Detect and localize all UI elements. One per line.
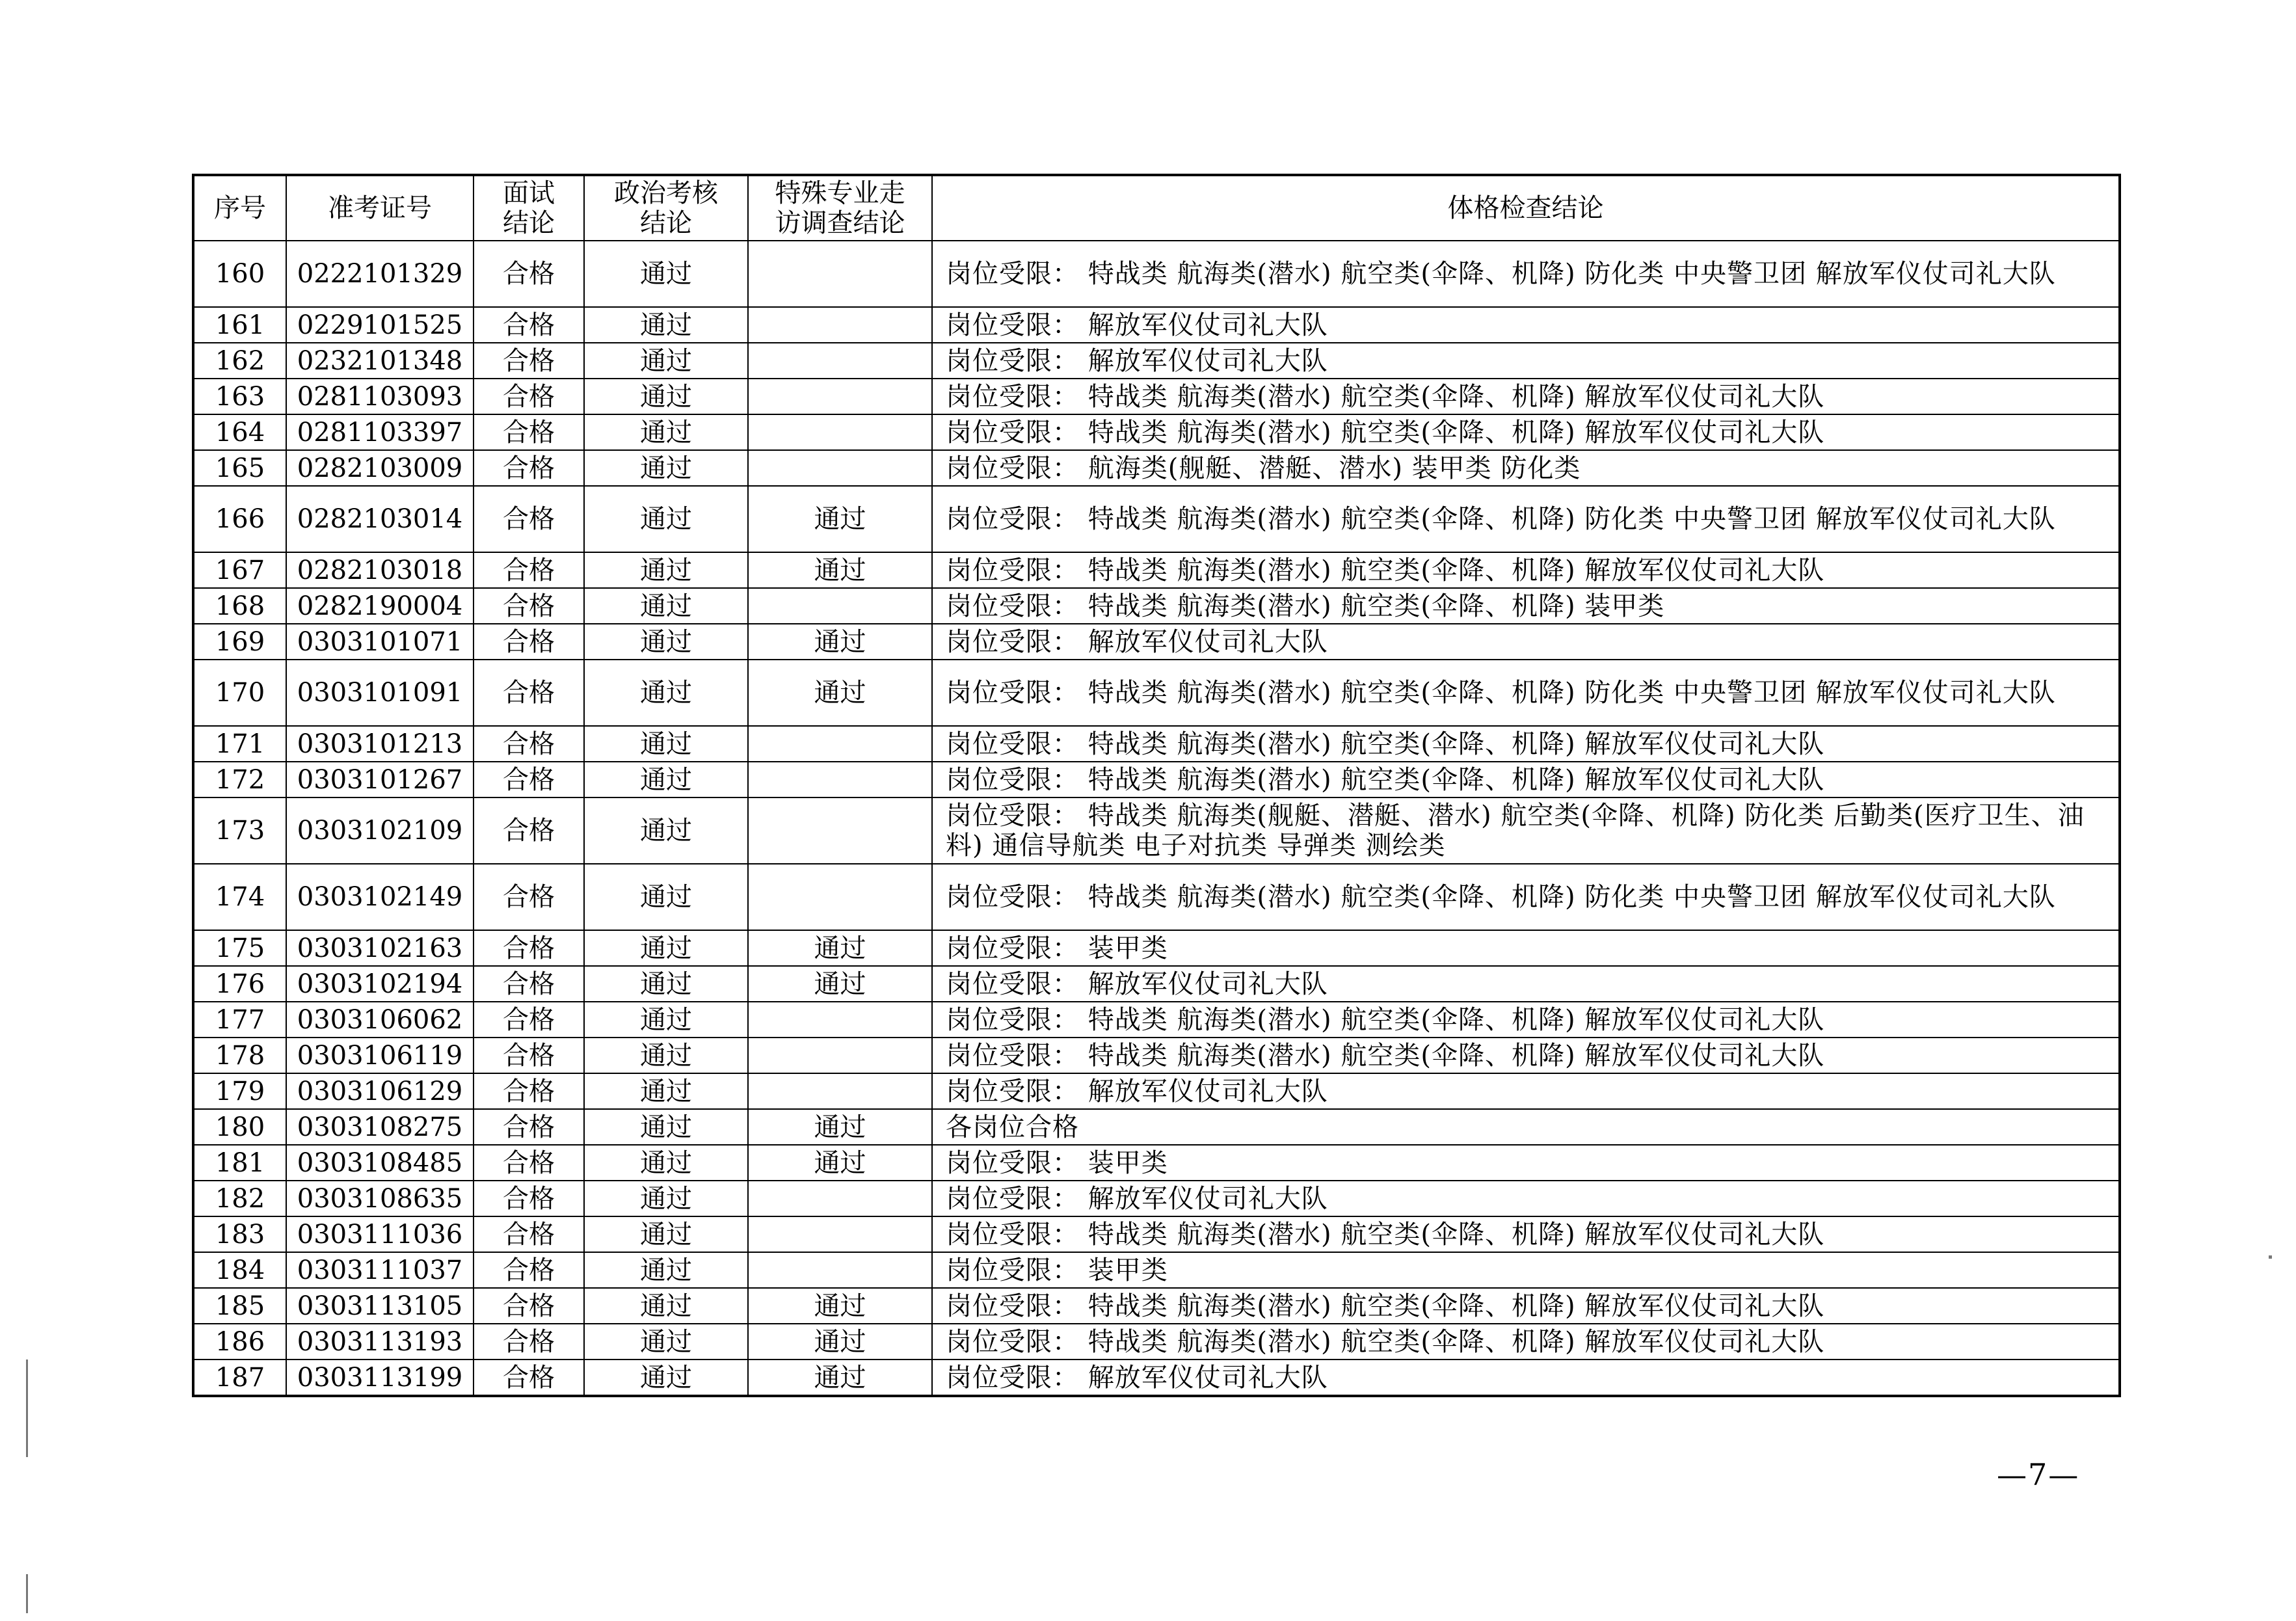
row-index-cell: 171: [193, 726, 286, 762]
political-result-cell: 通过: [584, 1252, 748, 1288]
table-row: [193, 343, 2120, 379]
interview-result-cell: 合格: [474, 552, 584, 588]
interview-result-cell: 合格: [474, 726, 584, 762]
special-result-cell: 通过: [748, 552, 932, 588]
special-result-cell: [748, 379, 932, 414]
physical-result-cell: 岗位受限： 特战类 航海类(潜水) 航空类(伞降、机降) 防化类 中央警卫团 解放军仪仗司礼大队: [932, 864, 2120, 930]
ticket-number-cell: 0303102149: [286, 864, 474, 930]
table-row: [193, 762, 2120, 797]
interview-result-cell: 合格: [474, 1038, 584, 1073]
special-result-cell: [748, 343, 932, 379]
special-result-cell: 通过: [748, 660, 932, 726]
physical-result-cell: 岗位受限： 特战类 航海类(潜水) 航空类(伞降、机降) 防化类 中央警卫团 解放军仪仗司礼大队: [932, 660, 2120, 726]
table-row: [193, 1324, 2120, 1360]
special-result-cell: 通过: [748, 966, 932, 1002]
table-row: [193, 660, 2120, 726]
ticket-number-cell: 0303101213: [286, 726, 474, 762]
row-index-cell: 166: [193, 486, 286, 552]
row-index-cell: 174: [193, 864, 286, 930]
header-interview-line2: 结论: [503, 208, 555, 238]
physical-result-cell: 岗位受限： 特战类 航海类(潜水) 航空类(伞降、机降) 解放军仪仗司礼大队: [932, 726, 2120, 762]
row-index-cell: 175: [193, 930, 286, 966]
physical-result-cell: 岗位受限： 特战类 航海类(潜水) 航空类(伞降、机降) 解放军仪仗司礼大队: [932, 414, 2120, 450]
table-header-row: [193, 175, 2120, 241]
interview-result-cell: 合格: [474, 588, 584, 624]
interview-result-cell: 合格: [474, 1324, 584, 1360]
row-index-cell: 184: [193, 1252, 286, 1288]
table-row: [193, 1360, 2120, 1396]
ticket-number-cell: 0303111037: [286, 1252, 474, 1288]
header-political-line2: 结论: [640, 208, 692, 238]
table-row: [193, 1288, 2120, 1324]
table-row: [193, 726, 2120, 762]
ticket-number-cell: 0303101071: [286, 624, 474, 660]
special-result-cell: [748, 1181, 932, 1216]
special-result-cell: 通过: [748, 930, 932, 966]
table-row: [193, 966, 2120, 1002]
interview-result-cell: 合格: [474, 1288, 584, 1324]
row-index-cell: 182: [193, 1181, 286, 1216]
table-row: [193, 414, 2120, 450]
table-row: [193, 379, 2120, 414]
page-number: —7—: [1997, 1457, 2080, 1492]
interview-result-cell: 合格: [474, 1216, 584, 1252]
political-result-cell: 通过: [584, 414, 748, 450]
special-result-cell: [748, 1002, 932, 1038]
physical-result-cell: 岗位受限： 航海类(舰艇、潜艇、潜水) 装甲类 防化类: [932, 450, 2120, 486]
physical-result-cell: 岗位受限： 解放军仪仗司礼大队: [932, 1181, 2120, 1216]
table-row: [193, 241, 2120, 307]
header-ticket-number: 准考证号: [286, 175, 474, 241]
ticket-number-cell: 0303106129: [286, 1073, 474, 1109]
physical-result-cell: 岗位受限： 装甲类: [932, 930, 2120, 966]
interview-result-cell: 合格: [474, 624, 584, 660]
political-result-cell: 通过: [584, 966, 748, 1002]
table-row: [193, 930, 2120, 966]
row-index-cell: 187: [193, 1360, 286, 1396]
political-result-cell: 通过: [584, 1002, 748, 1038]
special-result-cell: [748, 726, 932, 762]
political-result-cell: 通过: [584, 1145, 748, 1181]
special-result-cell: [748, 762, 932, 797]
special-result-cell: [748, 797, 932, 864]
special-result-cell: [748, 307, 932, 343]
table-row: [193, 486, 2120, 552]
row-index-cell: 185: [193, 1288, 286, 1324]
physical-result-cell: 岗位受限： 特战类 航海类(潜水) 航空类(伞降、机降) 装甲类: [932, 588, 2120, 624]
special-result-cell: [748, 588, 932, 624]
interview-result-cell: 合格: [474, 660, 584, 726]
physical-result-cell: 岗位受限： 特战类 航海类(潜水) 航空类(伞降、机降) 解放军仪仗司礼大队: [932, 762, 2120, 797]
political-result-cell: 通过: [584, 552, 748, 588]
header-index: 序号: [193, 175, 286, 241]
interview-result-cell: 合格: [474, 762, 584, 797]
interview-result-cell: 合格: [474, 1109, 584, 1145]
interview-result-cell: 合格: [474, 379, 584, 414]
ticket-number-cell: 0303102109: [286, 797, 474, 864]
ticket-number-cell: 0303102194: [286, 966, 474, 1002]
physical-result-cell: 岗位受限： 解放军仪仗司礼大队: [932, 343, 2120, 379]
row-index-cell: 164: [193, 414, 286, 450]
row-index-cell: 181: [193, 1145, 286, 1181]
interview-result-cell: 合格: [474, 1252, 584, 1288]
table-row: [193, 1073, 2120, 1109]
political-result-cell: 通过: [584, 1216, 748, 1252]
ticket-number-cell: 0282103018: [286, 552, 474, 588]
row-index-cell: 179: [193, 1073, 286, 1109]
header-special-result: [748, 175, 932, 241]
interview-result-cell: 合格: [474, 307, 584, 343]
header-interview-line1: 面试: [503, 178, 555, 208]
physical-result-cell: 岗位受限： 特战类 航海类(潜水) 航空类(伞降、机降) 解放军仪仗司礼大队: [932, 1288, 2120, 1324]
political-result-cell: 通过: [584, 1181, 748, 1216]
political-result-cell: 通过: [584, 343, 748, 379]
row-index-cell: 167: [193, 552, 286, 588]
physical-result-cell: 岗位受限： 特战类 航海类(潜水) 航空类(伞降、机降) 解放军仪仗司礼大队: [932, 379, 2120, 414]
physical-result-cell: 岗位受限： 特战类 航海类(潜水) 航空类(伞降、机降) 解放军仪仗司礼大队: [932, 552, 2120, 588]
interview-result-cell: 合格: [474, 797, 584, 864]
row-index-cell: 169: [193, 624, 286, 660]
row-index-cell: 177: [193, 1002, 286, 1038]
scan-edge-mark: [26, 1574, 28, 1613]
ticket-number-cell: 0232101348: [286, 343, 474, 379]
table-row: [193, 1038, 2120, 1073]
interview-result-cell: 合格: [474, 930, 584, 966]
results-table: [192, 174, 2121, 1397]
special-result-cell: 通过: [748, 486, 932, 552]
political-result-cell: 通过: [584, 588, 748, 624]
interview-result-cell: 合格: [474, 1360, 584, 1396]
interview-result-cell: 合格: [474, 864, 584, 930]
political-result-cell: 通过: [584, 379, 748, 414]
row-index-cell: 162: [193, 343, 286, 379]
political-result-cell: 通过: [584, 762, 748, 797]
special-result-cell: [748, 414, 932, 450]
political-result-cell: 通过: [584, 241, 748, 307]
header-political-result: [584, 175, 748, 241]
ticket-number-cell: 0303108635: [286, 1181, 474, 1216]
ticket-number-cell: 0281103093: [286, 379, 474, 414]
special-result-cell: 通过: [748, 1288, 932, 1324]
row-index-cell: 165: [193, 450, 286, 486]
physical-result-cell: 岗位受限： 特战类 航海类(潜水) 航空类(伞降、机降) 解放军仪仗司礼大队: [932, 1324, 2120, 1360]
interview-result-cell: 合格: [474, 1181, 584, 1216]
row-index-cell: 170: [193, 660, 286, 726]
special-result-cell: [748, 1038, 932, 1073]
ticket-number-cell: 0282103014: [286, 486, 474, 552]
header-special-line2: 访调查结论: [775, 208, 905, 238]
physical-result-cell: 岗位受限： 装甲类: [932, 1145, 2120, 1181]
interview-result-cell: 合格: [474, 343, 584, 379]
special-result-cell: [748, 450, 932, 486]
special-result-cell: 通过: [748, 1324, 932, 1360]
political-result-cell: 通过: [584, 1360, 748, 1396]
political-result-cell: 通过: [584, 1288, 748, 1324]
table-row: [193, 450, 2120, 486]
political-result-cell: 通过: [584, 864, 748, 930]
physical-result-cell: 岗位受限： 解放军仪仗司礼大队: [932, 1073, 2120, 1109]
ticket-number-cell: 0303108275: [286, 1109, 474, 1145]
physical-result-cell: 各岗位合格: [932, 1109, 2120, 1145]
table-body: [193, 241, 2120, 1396]
political-result-cell: 通过: [584, 930, 748, 966]
ticket-number-cell: 0222101329: [286, 241, 474, 307]
row-index-cell: 180: [193, 1109, 286, 1145]
table-row: [193, 588, 2120, 624]
table-row: [193, 1252, 2120, 1288]
special-result-cell: [748, 1073, 932, 1109]
physical-result-cell: 岗位受限： 特战类 航海类(潜水) 航空类(伞降、机降) 解放军仪仗司礼大队: [932, 1038, 2120, 1073]
ticket-number-cell: 0303108485: [286, 1145, 474, 1181]
header-physical-result: 体格检查结论: [932, 175, 2120, 241]
table-row: [193, 307, 2120, 343]
physical-result-cell: 岗位受限： 特战类 航海类(潜水) 航空类(伞降、机降) 防化类 中央警卫团 解放军仪仗司礼大队: [932, 486, 2120, 552]
special-result-cell: [748, 1216, 932, 1252]
interview-result-cell: 合格: [474, 1145, 584, 1181]
ticket-number-cell: 0303113193: [286, 1324, 474, 1360]
ticket-number-cell: 0282103009: [286, 450, 474, 486]
interview-result-cell: 合格: [474, 1002, 584, 1038]
table-row: [193, 552, 2120, 588]
political-result-cell: 通过: [584, 1324, 748, 1360]
interview-result-cell: 合格: [474, 966, 584, 1002]
special-result-cell: 通过: [748, 624, 932, 660]
table-row: [193, 1109, 2120, 1145]
special-result-cell: 通过: [748, 1145, 932, 1181]
interview-result-cell: 合格: [474, 414, 584, 450]
physical-result-cell: 岗位受限： 特战类 航海类(潜水) 航空类(伞降、机降) 解放军仪仗司礼大队: [932, 1216, 2120, 1252]
special-result-cell: [748, 864, 932, 930]
ticket-number-cell: 0303113199: [286, 1360, 474, 1396]
row-index-cell: 172: [193, 762, 286, 797]
physical-result-cell: 岗位受限： 特战类 航海类(潜水) 航空类(伞降、机降) 防化类 中央警卫团 解放军仪仗司礼大队: [932, 241, 2120, 307]
political-result-cell: 通过: [584, 660, 748, 726]
interview-result-cell: 合格: [474, 241, 584, 307]
table-row: [193, 797, 2120, 864]
scan-edge-mark: [2269, 1255, 2272, 1259]
interview-result-cell: 合格: [474, 450, 584, 486]
ticket-number-cell: 0303106119: [286, 1038, 474, 1073]
table-row: [193, 1145, 2120, 1181]
political-result-cell: 通过: [584, 307, 748, 343]
table-row: [193, 1216, 2120, 1252]
physical-result-cell: 岗位受限： 特战类 航海类(潜水) 航空类(伞降、机降) 解放军仪仗司礼大队: [932, 1002, 2120, 1038]
ticket-number-cell: 0282190004: [286, 588, 474, 624]
interview-result-cell: 合格: [474, 1073, 584, 1109]
special-result-cell: [748, 1252, 932, 1288]
ticket-number-cell: 0303102163: [286, 930, 474, 966]
ticket-number-cell: 0303106062: [286, 1002, 474, 1038]
physical-result-cell: 岗位受限： 特战类 航海类(舰艇、潜艇、潜水) 航空类(伞降、机降) 防化类 后勤类(医疗卫生、油料) 通信导航类 电子对抗类 导弹类 测绘类: [932, 797, 2120, 864]
special-result-cell: 通过: [748, 1360, 932, 1396]
table-row: [193, 1181, 2120, 1216]
political-result-cell: 通过: [584, 797, 748, 864]
table-row: [193, 1002, 2120, 1038]
special-result-cell: [748, 241, 932, 307]
ticket-number-cell: 0303113105: [286, 1288, 474, 1324]
row-index-cell: 183: [193, 1216, 286, 1252]
political-result-cell: 通过: [584, 1073, 748, 1109]
ticket-number-cell: 0281103397: [286, 414, 474, 450]
row-index-cell: 186: [193, 1324, 286, 1360]
ticket-number-cell: 0303111036: [286, 1216, 474, 1252]
row-index-cell: 161: [193, 307, 286, 343]
interview-result-cell: 合格: [474, 486, 584, 552]
table-row: [193, 624, 2120, 660]
table-row: [193, 864, 2120, 930]
political-result-cell: 通过: [584, 486, 748, 552]
ticket-number-cell: 0229101525: [286, 307, 474, 343]
political-result-cell: 通过: [584, 1109, 748, 1145]
physical-result-cell: 岗位受限： 解放军仪仗司礼大队: [932, 307, 2120, 343]
physical-result-cell: 岗位受限： 装甲类: [932, 1252, 2120, 1288]
physical-result-cell: 岗位受限： 解放军仪仗司礼大队: [932, 624, 2120, 660]
row-index-cell: 160: [193, 241, 286, 307]
scan-edge-mark: [26, 1360, 28, 1457]
row-index-cell: 168: [193, 588, 286, 624]
political-result-cell: 通过: [584, 726, 748, 762]
physical-result-cell: 岗位受限： 解放军仪仗司礼大队: [932, 1360, 2120, 1396]
special-result-cell: 通过: [748, 1109, 932, 1145]
header-political-line1: 政治考核: [614, 178, 718, 208]
physical-result-cell: 岗位受限： 解放军仪仗司礼大队: [932, 966, 2120, 1002]
row-index-cell: 163: [193, 379, 286, 414]
row-index-cell: 178: [193, 1038, 286, 1073]
political-result-cell: 通过: [584, 1038, 748, 1073]
header-interview-result: [474, 175, 584, 241]
header-special-line1: 特殊专业走: [775, 178, 905, 208]
political-result-cell: 通过: [584, 624, 748, 660]
row-index-cell: 176: [193, 966, 286, 1002]
row-index-cell: 173: [193, 797, 286, 864]
ticket-number-cell: 0303101267: [286, 762, 474, 797]
political-result-cell: 通过: [584, 450, 748, 486]
ticket-number-cell: 0303101091: [286, 660, 474, 726]
